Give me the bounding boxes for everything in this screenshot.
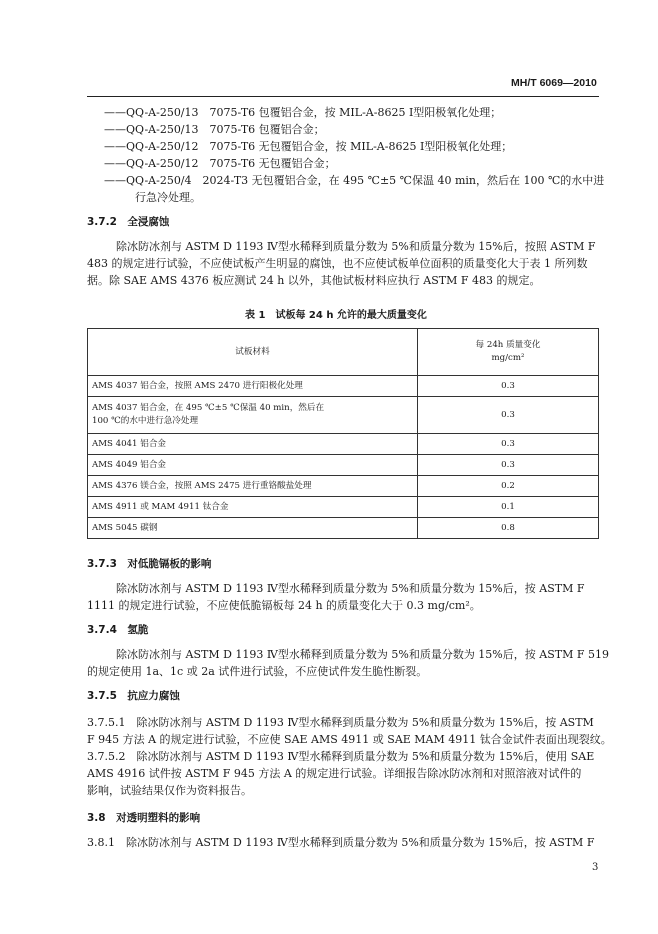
column-header-unit: mg/cm² [491, 353, 525, 363]
section-heading: 3.8 对透明塑料的影响 [87, 812, 201, 824]
section-heading: 3.7.5 抗应力腐蚀 [87, 690, 180, 702]
paragraph-line: 3.8.1 除冰防冰剂与 ASTM D 1193 Ⅳ型水稀释到质量分数为 5%和质量分数为 15%后，按 ASTM F [87, 836, 595, 849]
list-item: ——QQ-A-250/4 2024-T3 无包覆铝合金，在 495 ℃±5 ℃保温 40 min，然后在 100 ℃的水中进 [104, 174, 605, 187]
paragraph-line: AMS 4916 试件按 ASTM F 945 方法 A 的规定进行试验。详细报告除冰防冰剂和对照溶液对试件的 [87, 767, 582, 780]
value-cell: 0.3 [418, 397, 599, 434]
material-cell: AMS 4041 铝合金 [88, 434, 418, 455]
mass-change-table [87, 328, 599, 539]
table-row [88, 455, 599, 476]
material-cell: AMS 4911 或 MAM 4911 钛合金 [88, 497, 418, 518]
paragraph-line: 3.7.5.1 除冰防冰剂与 ASTM D 1193 Ⅳ型水稀释到质量分数为 5%和质量分数为 15%后，按 ASTM [87, 716, 594, 729]
table-row [88, 518, 599, 539]
paragraph-line: 483 的规定进行试验，不应使试板产生明显的腐蚀，也不应使试板单位面积的质量变化大于表 1 所列数 [87, 257, 588, 270]
paragraph-line: F 945 方法 A 的规定进行试验，不应使 SAE AMS 4911 或 SAE MAM 4911 钛合金试件表面出现裂纹。 [87, 733, 612, 746]
paragraph-line: 1111 的规定进行试验，不应使低脆镉板每 24 h 的质量变化大于 0.3 mg/cm²。 [87, 599, 481, 612]
column-header-mass-change [418, 329, 599, 376]
list-item-continuation: 行急冷处理。 [135, 191, 201, 204]
value-cell: 0.3 [418, 455, 599, 476]
list-item: ——QQ-A-250/13 7075-T6 包覆铝合金； [104, 123, 325, 136]
paragraph-line: 据。除 SAE AMS 4376 板应测试 24 h 以外，其他试板材料应执行 ASTM F 483 的规定。 [87, 274, 541, 287]
table-caption: 表 1 试板每 24 h 允许的最大质量变化 [245, 310, 427, 321]
material-line: AMS 4037 铝合金，在 495 ℃±5 ℃保温 40 min，然后在 [92, 403, 325, 413]
paragraph-line: 除冰防冰剂与 ASTM D 1193 Ⅳ型水稀释到质量分数为 5%和质量分数为 15%后，按 ASTM F [116, 582, 585, 595]
material-cell: AMS 5045 碳钢 [88, 518, 418, 539]
table-row [88, 476, 599, 497]
section-heading: 3.7.3 对低脆镉板的影响 [87, 558, 212, 570]
table-row [88, 497, 599, 518]
material-line: 100 ℃的水中进行急冷处理 [92, 416, 199, 426]
material-cell: AMS 4037 铝合金，按照 AMS 2470 进行阳极化处理 [88, 376, 418, 397]
material-cell [88, 397, 418, 434]
value-cell: 0.3 [418, 376, 599, 397]
header-rule [87, 96, 599, 97]
section-heading: 3.7.4 氢脆 [87, 624, 149, 636]
table-row [88, 376, 599, 397]
paragraph-line: 3.7.5.2 除冰防冰剂与 ASTM D 1193 Ⅳ型水稀释到质量分数为 5%和质量分数为 15%后，使用 SAE [87, 750, 595, 763]
material-cell: AMS 4376 镁合金，按照 AMS 2475 进行重铬酸盐处理 [88, 476, 418, 497]
list-item: ——QQ-A-250/12 7075-T6 无包覆铝合金，按 MIL-A-8625 Ⅰ型阳极氧化处理； [104, 140, 513, 153]
material-cell: AMS 4049 铝合金 [88, 455, 418, 476]
value-cell: 0.3 [418, 434, 599, 455]
value-cell: 0.2 [418, 476, 599, 497]
column-header-line: 每 24h 质量变化 [475, 340, 541, 350]
section-heading: 3.7.2 全浸腐蚀 [87, 216, 170, 228]
standard-code: MH/T 6069—2010 [511, 77, 597, 89]
column-header-material: 试板材料 [88, 329, 418, 376]
list-item: ——QQ-A-250/12 7075-T6 无包覆铝合金； [104, 157, 336, 170]
value-cell: 0.8 [418, 518, 599, 539]
value-cell: 0.1 [418, 497, 599, 518]
paragraph-line: 影响，试验结果仅作为资料报告。 [87, 784, 252, 797]
table-row [88, 397, 599, 434]
paragraph-line: 除冰防冰剂与 ASTM D 1193 Ⅳ型水稀释到质量分数为 5%和质量分数为 15%后，按 ASTM F 519 [116, 648, 609, 661]
page-number: 3 [592, 862, 599, 873]
paragraph-line: 的规定使用 1a、1c 或 2a 试件进行试验，不应使试件发生脆性断裂。 [87, 665, 428, 678]
paragraph-line: 除冰防冰剂与 ASTM D 1193 Ⅳ型水稀释到质量分数为 5%和质量分数为 15%后，按照 ASTM F [116, 240, 596, 253]
table-row [88, 434, 599, 455]
list-item: ——QQ-A-250/13 7075-T6 包覆铝合金，按 MIL-A-8625 Ⅰ型阳极氧化处理； [104, 106, 502, 119]
table-header-row [88, 329, 599, 376]
